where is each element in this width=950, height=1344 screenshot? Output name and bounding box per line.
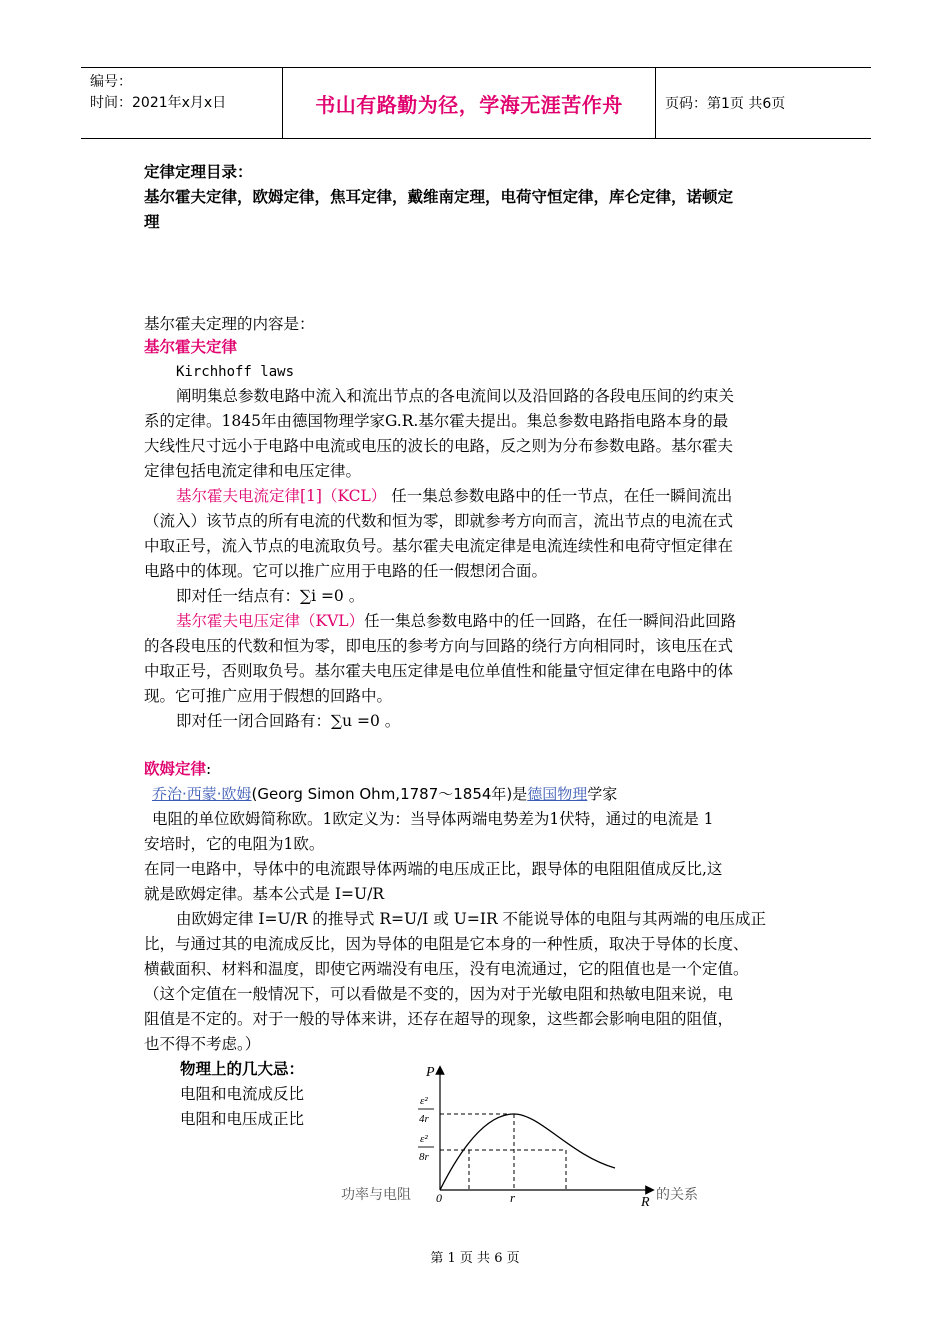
tick-low-denominator: 8r: [419, 1151, 429, 1163]
figure-caption-right: 的关系: [656, 1187, 698, 1203]
paragraph-line: 由欧姆定律 I=U/R 的推导式 R=U/I 或 U=IR 不能说导体的电阻与其两端的电压成正: [176, 910, 767, 928]
header-divider: [655, 68, 656, 138]
ohm-heading-line: [144, 757, 211, 781]
kirchhoff-english: Kirchhoff laws: [176, 364, 295, 380]
paragraph-line: 阻值是不定的。对于一般的导体来讲，还存在超导的现象，这些都会影响电阻的阻值，: [144, 1010, 734, 1028]
power-curve: [440, 1114, 615, 1190]
paragraph-line: 定律包括电流定律和电压定律。: [144, 462, 362, 480]
kirchhoff-intro: 基尔霍夫定理的内容是：: [144, 315, 315, 333]
ohm-heading: 欧姆定律: [144, 759, 207, 778]
paragraph-line: 电阻的单位欧姆简称欧。1欧定义为：当导体两端电势差为1伏特，通过的电流是 1: [152, 810, 714, 828]
ohm-person-line: [152, 782, 617, 806]
kirchhoff-heading: 基尔霍夫定律: [144, 337, 238, 356]
toc-list: 基尔霍夫定律，欧姆定律，焦耳定律，戴维南定理，电荷守恒定律，库仑定律，诺顿定: [144, 187, 734, 206]
kcl-text: 任一集总参数电路中的任一节点，在任一瞬间流出: [386, 487, 733, 505]
paragraph-line: 阐明集总参数电路中流入和流出节点的各电流间以及沿回路的各段电压间的约束关: [176, 387, 735, 405]
kvl-text: 任一集总参数电路中的任一回路，在任一瞬间沿此回路: [364, 612, 737, 630]
taboo-item: 电阻和电压成正比: [180, 1110, 305, 1128]
kcl-formula: 即对任一结点有：∑i =0 。: [176, 587, 365, 605]
paragraph-line: 比，与通过其的电流成反比，因为导体的电阻是它本身的一种性质，取决于导体的长度、: [144, 935, 749, 953]
kcl-paragraph: [176, 484, 732, 508]
paragraph-line: 现。它可推广应用于假想的回路中。: [144, 687, 393, 705]
ohm-person-detail: (Georg Simon Ohm,1787～1854年)是: [251, 785, 528, 803]
paragraph-line: 大线性尺寸远小于电路中电流或电压的波长的电路，反之则为分布参数电路。基尔霍夫: [144, 437, 734, 455]
tick-top-numerator: ε²: [420, 1095, 428, 1107]
paragraph-line: （这个定值在一般情况下，可以看做是不变的，因为对于光敏电阻和热敏电阻来说，电: [144, 985, 734, 1003]
kvl-label: 基尔霍夫电压定律（KVL）: [176, 612, 365, 630]
page-footer: 第 1 页 共 6 页: [430, 1251, 520, 1266]
paragraph-line: 中取正号，流入节点的电流取负号。基尔霍夫电流定律是电流连续性和电荷守恒定律在: [144, 537, 734, 555]
paragraph-line: 安培时，它的电阻为1欧。: [144, 835, 325, 853]
paragraph-line: 系的定律。1845年由德国物理学家G.R.基尔霍夫提出。集总参数电路指电路本身的最: [144, 412, 729, 430]
paragraph-line: 中取正号，否则取负号。基尔霍夫电压定律是电位单值性和能量守恒定律在电路中的体: [144, 662, 734, 680]
tick-low-numerator: ε²: [420, 1133, 428, 1145]
page-counter: 页码：第1页 共6页: [665, 96, 786, 112]
kcl-label: 基尔霍夫电流定律[1]（KCL）: [176, 487, 387, 505]
header-motto: 书山有路勤为径，学海无涯苦作舟: [315, 92, 623, 117]
ohm-person-tail: 学家: [587, 785, 618, 803]
ohm-person-link[interactable]: 乔治·西蒙·欧姆: [152, 785, 252, 803]
page-header: [81, 67, 871, 139]
number-label: 编号：: [90, 74, 132, 90]
paragraph-line: 横截面积、材料和温度，即使它两端没有电压，没有电流通过，它的阻值也是一个定值。: [144, 960, 749, 978]
taboo-title: 物理上的几大忌：: [180, 1059, 305, 1078]
ohm-heading-colon: :: [206, 760, 212, 778]
origin-label: 0: [436, 1191, 442, 1205]
date-label: 时间：2021年x月x日: [90, 95, 227, 111]
header-meta: [90, 72, 226, 114]
taboo-item: 电阻和电流成反比: [180, 1085, 305, 1103]
r-label: r: [510, 1190, 516, 1205]
paragraph-line: （流入）该节点的所有电流的代数和恒为零，即就参考方向而言，流出节点的电流在式: [144, 512, 734, 530]
paragraph-line: 就是欧姆定律。基本公式是 I=U/R: [144, 885, 384, 903]
x-axis-label: R: [641, 1195, 650, 1210]
paragraph-line: 的各段电压的代数和恒为零，即电压的参考方向与回路的绕行方向相同时，该电压在式: [144, 637, 734, 655]
tick-top-denominator: 4r: [419, 1113, 429, 1125]
germany-physics-link[interactable]: 德国物理: [527, 785, 588, 803]
toc-title: 定律定理目录：: [144, 162, 253, 181]
figure-caption-left: 功率与电阻: [341, 1187, 411, 1203]
paragraph-line: 也不得不考虑。）: [144, 1035, 261, 1053]
paragraph-line: 在同一电路中，导体中的电流跟导体两端的电压成正比，跟导体的电阻阻值成反比,这: [144, 860, 723, 878]
y-axis-label: P: [426, 1065, 435, 1080]
power-resistance-figure: [410, 1060, 660, 1210]
paragraph-line: 电路中的体现。它可以推广应用于电路的任一假想闭合面。: [144, 562, 548, 580]
kvl-paragraph: [176, 609, 736, 633]
kvl-formula: 即对任一闭合回路有：∑u =0 。: [176, 712, 401, 730]
toc-list: 理: [144, 212, 160, 231]
